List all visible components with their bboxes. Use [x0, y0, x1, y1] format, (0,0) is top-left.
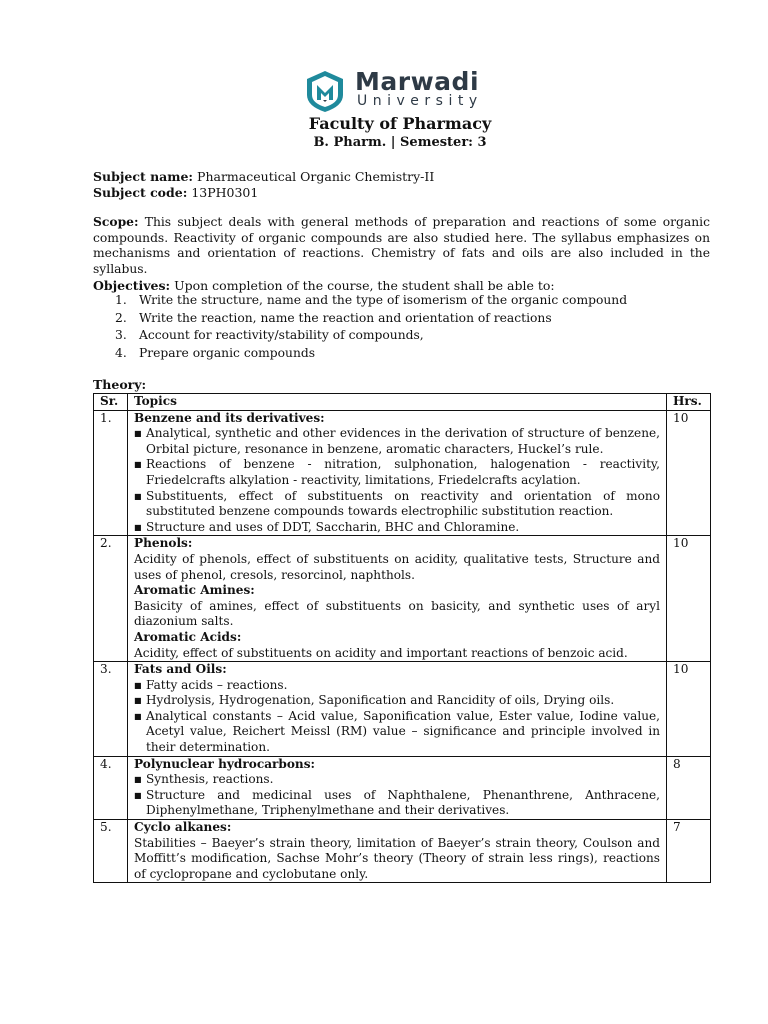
bullet-item: ■ Substituents, effect of substituents on reactivity and orientation of mono substituted benzene compounds towards electrophilic substitution reaction. — [134, 488, 660, 519]
row-sr: 1. — [94, 410, 128, 536]
bullet-item: ■ Structure and uses of DDT, Saccharin, BHC and Chloramine. — [134, 519, 520, 534]
list-item: 1. Write the structure, name and the type of isomerism of the organic compound — [115, 293, 628, 307]
table-row — [94, 820, 711, 883]
section-title: Benzene and its derivatives: — [134, 410, 325, 425]
shield-logo-icon — [303, 69, 347, 113]
theory-label: Theory: — [93, 377, 147, 392]
bullet-item: ■ Synthesis, reactions. — [134, 772, 274, 787]
list-item: 4. Prepare organic compounds — [115, 345, 316, 360]
subject-code — [93, 185, 258, 200]
objectives-label: Objectives: — [93, 278, 171, 293]
table-row — [94, 756, 711, 819]
bullet-icon: ■ — [134, 680, 142, 690]
bullet-icon: ■ — [134, 460, 142, 470]
page-subtitle: B. Pharm. | Semester: 3 — [313, 135, 487, 150]
subject-code-label: Subject code: — [93, 185, 188, 200]
section-text: Acidity of phenols, effect of substituents on acidity, qualitative tests, Structure and uses of phenol, cresols, resorcinol, naphthols. — [134, 551, 660, 582]
header-topics: Topics — [128, 394, 667, 411]
objectives-list — [115, 293, 627, 363]
logo-wordmark: Marwadi — [355, 67, 480, 96]
section-title: Aromatic Acids: — [134, 629, 242, 644]
bullet-item: ■ Structure and medicinal uses of Naphthalene, Phenanthrene, Anthracene, Diphenylmethane, Triphenylmethane and their derivatives. — [134, 787, 660, 818]
bullet-icon: ■ — [134, 491, 142, 501]
list-item: 3. Account for reactivity/stability of compounds, — [115, 328, 424, 342]
bullet-item: ■ Reactions of benzene - nitration, sulphonation, halogenation - reactivity, Friedelcrafts alkylation - reactivity, limitations, Friedelcrafts acylation. — [134, 457, 660, 487]
subject-name-value: Pharmaceutical Organic Chemistry-II — [197, 169, 435, 184]
bullet-item: ■ Fatty acids – reactions. — [134, 677, 288, 692]
scope-text: This subject deals with general methods of preparation and reactions of some organic compounds. Reactivity of organic compounds are also studied here. The syllabus emphasizes on mechanisms and orientation of reactions. Chemistry of fats and oils are also included in the syllabus. — [93, 215, 710, 276]
list-item: 2. Write the reaction, name the reaction and orientation of reactions — [115, 310, 552, 325]
bullet-icon: ■ — [134, 429, 142, 439]
header-hrs: Hrs. — [667, 394, 711, 411]
section-title: Cyclo alkanes: — [134, 820, 232, 835]
objectives-heading — [93, 278, 555, 293]
section-title: Aromatic Amines: — [134, 583, 255, 598]
table-row — [94, 662, 711, 757]
section-text: Basicity of amines, effect of substituents on basicity, and synthetic uses of aryl diazonium salts. — [134, 598, 660, 629]
row-topics — [128, 410, 667, 536]
objectives-intro: Upon completion of the course, the student shall be able to: — [174, 278, 555, 293]
bullet-item: ■ Analytical constants – Acid value, Saponification value, Ester value, Iodine value, Acetyl value, Reichert Meissl (RM) value – significance and principle involved in their determination. — [134, 708, 660, 755]
bullet-icon: ■ — [134, 775, 142, 785]
bullet-icon: ■ — [134, 711, 142, 721]
subject-name — [93, 169, 434, 184]
section-title: Phenols: — [134, 536, 193, 551]
row-hrs: 7 — [667, 820, 711, 883]
table-header-row — [94, 394, 711, 411]
row-hrs: 10 — [667, 410, 711, 536]
section-title: Fats and Oils: — [134, 662, 227, 677]
university-logo — [303, 69, 503, 113]
row-sr: 4. — [94, 756, 128, 819]
row-sr: 5. — [94, 820, 128, 883]
header-sr: Sr. — [94, 394, 128, 411]
logo-subwordmark: University — [357, 93, 483, 109]
section-text: Acidity, effect of substituents on acidity and important reactions of benzoic acid. — [134, 645, 628, 660]
table-row — [94, 410, 711, 536]
bullet-icon: ■ — [134, 790, 142, 800]
row-topics — [128, 536, 667, 662]
row-sr: 2. — [94, 536, 128, 662]
scope-paragraph — [93, 214, 710, 277]
row-topics — [128, 756, 667, 819]
table-row — [94, 536, 711, 662]
bullet-icon: ■ — [134, 696, 142, 706]
row-topics — [128, 820, 667, 883]
subject-code-value: 13PH0301 — [191, 185, 259, 200]
section-text: Stabilities – Baeyer’s strain theory, limitation of Baeyer’s strain theory, Coulson and Moffitt’s modification, Sachse Mohr’s theory (Theory of strain less rings), reactions of cyclopropane and cyclobutane only. — [134, 835, 660, 881]
row-topics — [128, 662, 667, 757]
row-hrs: 10 — [667, 536, 711, 662]
subject-name-label: Subject name: — [93, 169, 194, 184]
row-sr: 3. — [94, 662, 128, 757]
section-title: Polynuclear hydrocarbons: — [134, 756, 315, 771]
bullet-icon: ■ — [134, 522, 142, 532]
bullet-item: ■ Hydrolysis, Hydrogenation, Saponification and Rancidity of oils, Drying oils. — [134, 693, 615, 708]
bullet-item: ■ Analytical, synthetic and other evidences in the derivation of structure of benzene, Orbital picture, resonance in benzene, aromatic characters, Huckel’s rule. — [134, 426, 660, 456]
row-hrs: 10 — [667, 662, 711, 757]
row-hrs: 8 — [667, 756, 711, 819]
scope-label: Scope: — [93, 214, 139, 229]
syllabus-table — [93, 393, 711, 883]
page-title: Faculty of Pharmacy — [308, 114, 492, 133]
